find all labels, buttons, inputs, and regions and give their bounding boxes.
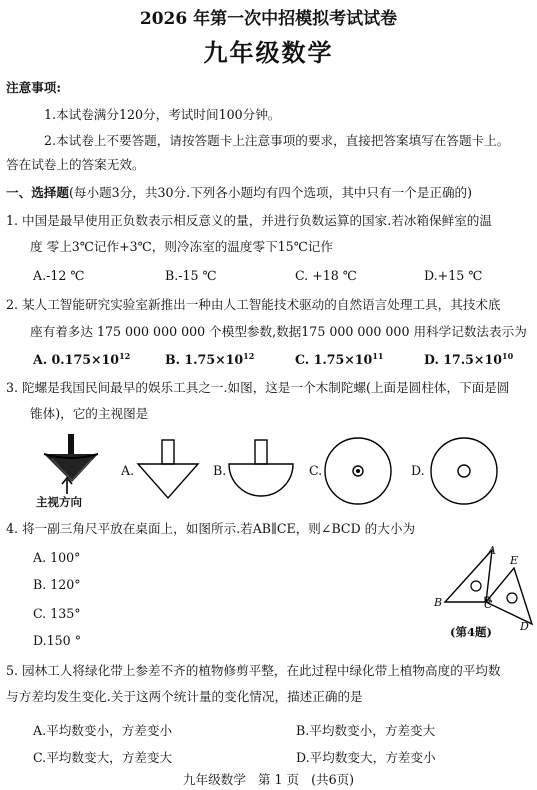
notice-heading: 注意事项: [6, 80, 62, 95]
q2-option-d[interactable]: D. $17.5\times 10^{10}$ [424, 351, 514, 368]
q5-stem-line1: 5. 园林工人将绿化带上参差不齐的植物修剪平整，在此过程中绿化带上植物高度的平均数 [6, 663, 501, 678]
q1-stem-line1: 1. 中国是最早使用正负数表示相反意义的量，并进行负数运算的国家.若冰箱保鲜室的温 [6, 213, 492, 228]
q4-figure-caption: (第4题) [450, 625, 492, 639]
q4-option-a[interactable]: A. 100° [33, 550, 81, 565]
notice-item-1: 1.本试卷满分120分，考试时间100分钟。 [44, 107, 281, 122]
q2-option-b[interactable]: B. $1.75\times 10^{12}$ [165, 351, 255, 368]
q4-point-b: B [434, 596, 443, 609]
q1-option-c[interactable]: C. +18 ℃ [295, 268, 357, 283]
page-footer: 九年级数学 第 1 页 (共6页) [182, 772, 355, 787]
q3-option-c-label[interactable]: C. [309, 463, 323, 478]
section-desc: (每小题3分，共30分.下列各小题均有四个选项，其中只有一个是正确的) [68, 185, 473, 200]
q5-option-d[interactable]: D.平均数变大，方差变小 [296, 750, 436, 765]
q1-stem-line2: 度 零上3℃记作+3℃，则冷冻室的温度零下15℃记作 [30, 239, 333, 254]
q3-stem-line1: 3. 陀螺是我国民间最早的娱乐工具之一.如图，这是一个木制陀螺(上面是圆柱体，下面是圆 [6, 380, 510, 395]
exam-subject: 九年级数学 [203, 38, 334, 67]
q1-option-a[interactable]: A.-12 ℃ [33, 268, 85, 283]
q3-option-b-figure[interactable] [227, 438, 295, 500]
q5-option-c[interactable]: C.平均数变大，方差变大 [33, 750, 173, 765]
q4-point-c: C [484, 598, 493, 611]
q4-point-e: E [510, 554, 519, 567]
q3-option-a-label[interactable]: A. [121, 463, 135, 478]
q3-option-b-label[interactable]: B. [213, 463, 227, 478]
view-direction-label: 主视方向 [36, 495, 82, 509]
q4-option-c[interactable]: C. 135° [33, 606, 81, 621]
q1-option-b[interactable]: B.-15 ℃ [165, 268, 217, 283]
notice-item-2: 2.本试卷上不要答题，请按答题卡上注意事项的要求，直接把答案填写在答题卡上。 [44, 133, 510, 148]
q4-stem-line1: 4. 将一副三角尺平放在桌面上，如图所示.若AB∥CE，则∠BCD 的大小为 [6, 521, 416, 536]
q2-option-c[interactable]: C. $1.75\times 10^{11}$ [295, 351, 384, 368]
q5-stem-line2: 与方差均发生变化.关于这两个统计量的变化情况，描述正确的是 [6, 689, 363, 704]
q2-option-a[interactable]: A. $0.175\times 10^{12}$ [33, 351, 131, 368]
q3-stem-line2: 锥体)，它的主视图是 [30, 406, 149, 421]
q4-point-d: D [520, 620, 529, 633]
section-heading [6, 184, 472, 201]
q2-stem-line1: 2. 某人工智能研究实验室新推出一种由人工智能技术驱动的自然语言处理工具，其技术底 [6, 297, 501, 312]
q5-option-a[interactable]: A.平均数变小，方差变小 [33, 723, 173, 738]
q4-option-b[interactable]: B. 120° [33, 577, 81, 592]
q2-stem-line2: 座有着多达 175 000 000 000 个模型参数,数据175 000 000 000 用科学记数法表示为 [30, 324, 527, 339]
q4-point-a: A [488, 544, 496, 557]
notice-item-2-cont: 答在试卷上的答案无效。 [6, 157, 145, 172]
q3-option-a-figure[interactable] [137, 438, 199, 500]
section-title: 一、选择题 [6, 185, 69, 200]
q3-option-d-label[interactable]: D. [411, 463, 425, 478]
q1-option-d[interactable]: D.+15 ℃ [424, 268, 483, 283]
exam-title: 2026 年第一次中招模拟考试试卷 [139, 9, 398, 29]
q3-option-d-figure[interactable] [429, 436, 499, 506]
q3-option-c-figure[interactable] [323, 436, 393, 506]
q4-option-d[interactable]: D.150 ° [33, 633, 81, 648]
q5-option-b[interactable]: B.平均数变小，方差变大 [296, 723, 436, 738]
view-direction-arrow [60, 476, 74, 496]
